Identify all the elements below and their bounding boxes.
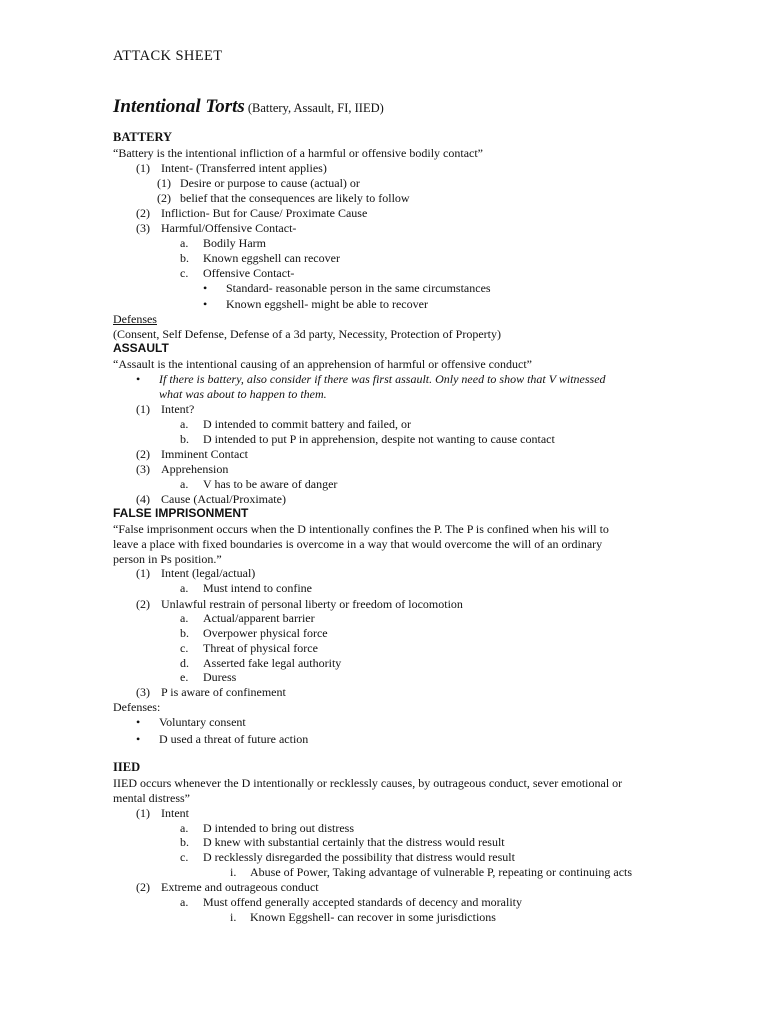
list-marker: i. bbox=[230, 865, 237, 879]
iied-heading: IIED bbox=[113, 760, 141, 774]
list-marker: a. bbox=[180, 417, 189, 431]
list-item-text: Standard- reasonable person in the same circumstances bbox=[226, 281, 491, 295]
list-item bbox=[203, 281, 491, 296]
list-marker: a. bbox=[180, 477, 189, 491]
list-marker: (2) bbox=[136, 880, 150, 894]
list-item bbox=[136, 685, 286, 700]
list-item bbox=[180, 236, 266, 251]
list-marker: i. bbox=[230, 910, 237, 924]
list-marker: (1) bbox=[136, 402, 150, 416]
page-title bbox=[113, 96, 384, 119]
iied-definition-line2: mental distress” bbox=[113, 791, 190, 805]
list-marker: b. bbox=[180, 251, 189, 265]
assault-definition: “Assault is the intentional causing of an apprehension of harmful or offensive conduct” bbox=[113, 357, 532, 371]
list-item bbox=[180, 266, 294, 281]
list-item bbox=[180, 477, 337, 492]
fi-defenses-label: Defenses: bbox=[113, 700, 161, 714]
sheet-header: ATTACK SHEET bbox=[113, 48, 223, 64]
list-item-text: Actual/apparent barrier bbox=[203, 611, 315, 625]
list-marker: a. bbox=[180, 611, 189, 625]
list-item-text: Must intend to confine bbox=[203, 581, 312, 595]
list-item bbox=[136, 221, 296, 236]
list-item-text: Overpower physical force bbox=[203, 626, 328, 640]
bullet-icon: • bbox=[136, 372, 141, 386]
list-item bbox=[136, 597, 463, 612]
title-subtitle: (Battery, Assault, FI, IIED) bbox=[247, 101, 384, 115]
bullet-icon: • bbox=[203, 281, 208, 295]
assault-heading: ASSAULT bbox=[113, 341, 169, 355]
list-marker: a. bbox=[180, 236, 189, 250]
list-marker: d. bbox=[180, 656, 189, 670]
list-item bbox=[180, 251, 340, 266]
list-item-text: Must offend generally accepted standards of decency and morality bbox=[203, 895, 522, 909]
list-item bbox=[136, 206, 367, 221]
list-item bbox=[157, 191, 410, 206]
list-marker: c. bbox=[180, 641, 189, 655]
list-marker: (1) bbox=[136, 566, 150, 580]
bullet-icon: • bbox=[136, 732, 141, 746]
list-marker: b. bbox=[180, 626, 189, 640]
list-item-text: belief that the consequences are likely to follow bbox=[180, 191, 410, 205]
list-item-text: Bodily Harm bbox=[203, 236, 266, 250]
list-item-text: D used a threat of future action bbox=[159, 732, 309, 746]
list-item-text: Voluntary consent bbox=[159, 715, 246, 729]
list-item-text: Known Eggshell- can recover in some jurisdictions bbox=[250, 910, 496, 924]
list-marker: (1) bbox=[136, 806, 150, 820]
list-item bbox=[180, 417, 411, 432]
list-item bbox=[180, 821, 354, 836]
list-item-text: Cause (Actual/Proximate) bbox=[161, 492, 286, 506]
list-item bbox=[180, 895, 522, 910]
battery-defenses-text: (Consent, Self Defense, Defense of a 3d party, Necessity, Protection of Property) bbox=[113, 327, 501, 341]
list-item-text: Threat of physical force bbox=[203, 641, 318, 655]
list-item bbox=[136, 715, 246, 730]
list-item-text: Imminent Contact bbox=[161, 447, 248, 461]
list-marker: (3) bbox=[136, 462, 150, 476]
false-imprisonment-heading: FALSE IMPRISONMENT bbox=[113, 506, 249, 520]
list-item-text: Offensive Contact- bbox=[203, 266, 295, 280]
list-item bbox=[230, 865, 632, 880]
list-item-text: D intended to commit battery and failed, or bbox=[203, 417, 411, 431]
list-item-text: Extreme and outrageous conduct bbox=[161, 880, 319, 894]
list-item bbox=[136, 161, 327, 176]
list-item bbox=[136, 566, 255, 581]
list-item bbox=[180, 835, 505, 850]
battery-defenses-label: Defenses bbox=[113, 312, 157, 326]
fi-definition-line1: “False imprisonment occurs when the D intentionally confines the P. The P is confined when his will to bbox=[113, 522, 609, 536]
list-item bbox=[180, 670, 236, 685]
list-item-text: Desire or purpose to cause (actual) or bbox=[180, 176, 360, 190]
assault-note bbox=[136, 372, 606, 387]
list-item bbox=[136, 806, 189, 821]
list-item bbox=[230, 910, 496, 925]
list-item bbox=[136, 732, 308, 747]
list-marker: a. bbox=[180, 581, 189, 595]
list-item-text: Known eggshell can recover bbox=[203, 251, 340, 265]
list-item bbox=[136, 462, 228, 477]
list-marker: c. bbox=[180, 850, 189, 864]
list-marker: (1) bbox=[136, 161, 150, 175]
list-item bbox=[136, 447, 248, 462]
list-item bbox=[203, 297, 428, 312]
list-item-text: Duress bbox=[203, 670, 237, 684]
list-item-text: Apprehension bbox=[161, 462, 229, 476]
iied-definition-line1: IIED occurs whenever the D intentionally or recklessly causes, by outrageous conduct, sever emotional or bbox=[113, 776, 623, 790]
list-item-text: Intent (legal/actual) bbox=[161, 566, 256, 580]
list-item-text: D recklessly disregarded the possibility that distress would result bbox=[203, 850, 515, 864]
list-marker: b. bbox=[180, 835, 189, 849]
list-item bbox=[180, 626, 328, 641]
list-marker: a. bbox=[180, 895, 189, 909]
assault-note-line1: If there is battery, also consider if there was first assault. Only need to show that V witnessed bbox=[159, 372, 606, 386]
list-item-text: Infliction- But for Cause/ Proximate Cause bbox=[161, 206, 368, 220]
list-item-text: D intended to put P in apprehension, despite not wanting to cause contact bbox=[203, 432, 555, 446]
list-item-text: Known eggshell- might be able to recover bbox=[226, 297, 428, 311]
list-marker: a. bbox=[180, 821, 189, 835]
list-item bbox=[136, 492, 286, 507]
list-item bbox=[136, 402, 194, 417]
list-marker: b. bbox=[180, 432, 189, 446]
battery-heading: BATTERY bbox=[113, 130, 173, 144]
list-item-text: D knew with substantial certainly that the distress would result bbox=[203, 835, 505, 849]
list-item bbox=[180, 850, 515, 865]
list-item-text: Unlawful restrain of personal liberty or freedom of locomotion bbox=[161, 597, 463, 611]
list-item bbox=[180, 611, 315, 626]
battery-definition: “Battery is the intentional infliction of a harmful or offensive bodily contact” bbox=[113, 146, 484, 160]
fi-definition-line3: person in Ps position.” bbox=[113, 552, 222, 566]
list-item bbox=[180, 581, 312, 596]
list-marker: (4) bbox=[136, 492, 150, 506]
list-item-text: D intended to bring out distress bbox=[203, 821, 354, 835]
list-marker: (2) bbox=[136, 206, 150, 220]
fi-definition-line2: leave a place with fixed boundaries is overcome in a way that would overcome the will of an ordinary bbox=[113, 537, 603, 551]
list-item-text: P is aware of confinement bbox=[161, 685, 286, 699]
title-main: Intentional Torts bbox=[113, 96, 245, 117]
list-marker: (2) bbox=[136, 597, 150, 611]
list-marker: (2) bbox=[136, 447, 150, 461]
list-marker: (3) bbox=[136, 685, 150, 699]
list-marker: (1) bbox=[157, 176, 171, 190]
list-item-text: Asserted fake legal authority bbox=[203, 656, 342, 670]
list-item-text: Abuse of Power, Taking advantage of vulnerable P, repeating or continuing acts bbox=[250, 865, 633, 879]
list-item bbox=[180, 641, 318, 656]
list-item-text: Intent bbox=[161, 806, 189, 820]
list-item-text: Harmful/Offensive Contact- bbox=[161, 221, 297, 235]
list-marker: c. bbox=[180, 266, 189, 280]
list-marker: (3) bbox=[136, 221, 150, 235]
list-item-text: Intent- (Transferred intent applies) bbox=[161, 161, 327, 175]
list-item-text: Intent? bbox=[161, 402, 195, 416]
list-marker: e. bbox=[180, 670, 189, 684]
list-item bbox=[136, 880, 319, 895]
list-item bbox=[157, 176, 360, 191]
list-marker: (2) bbox=[157, 191, 171, 205]
assault-note-line2: what was about to happen to them. bbox=[159, 387, 327, 401]
bullet-icon: • bbox=[203, 297, 208, 311]
bullet-icon: • bbox=[136, 715, 141, 729]
list-item bbox=[180, 432, 555, 447]
list-item-text: V has to be aware of danger bbox=[203, 477, 338, 491]
list-item bbox=[180, 656, 341, 671]
